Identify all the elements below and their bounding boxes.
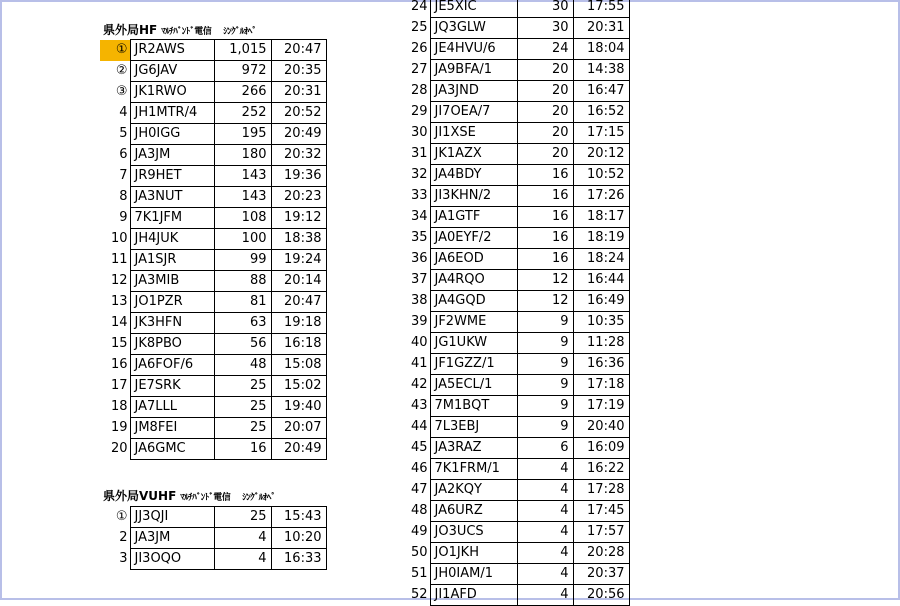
points-cell: 30	[517, 18, 573, 39]
points-cell: 30	[517, 0, 573, 18]
time-cell: 20:37	[573, 564, 629, 585]
rank-cell: ①	[100, 40, 130, 61]
table-row	[100, 166, 326, 187]
points-cell: 20	[517, 123, 573, 144]
rank-cell: 39	[410, 314, 428, 329]
time-cell: 16:44	[573, 270, 629, 291]
callsign-cell: JA3NUT	[130, 187, 214, 208]
time-cell: 16:49	[573, 291, 629, 312]
table-row	[400, 102, 629, 123]
rank-cell: 44	[410, 419, 428, 434]
callsign-cell: JA3MIB	[130, 271, 214, 292]
points-cell: 6	[517, 438, 573, 459]
table-row	[400, 207, 629, 228]
rank-cell: 3	[119, 551, 128, 566]
table-row	[400, 459, 629, 480]
callsign-cell: 7M1BQT	[430, 396, 517, 417]
table-row	[400, 60, 629, 81]
rank-cell: 10	[110, 231, 128, 246]
rank-cell: ③	[115, 84, 128, 99]
rank-cell: 43	[410, 398, 428, 413]
rank-cell: 28	[410, 83, 428, 98]
time-cell: 19:36	[271, 166, 326, 187]
time-cell: 17:28	[573, 480, 629, 501]
callsign-cell: JA5ECL/1	[430, 375, 517, 396]
rank-cell: 34	[410, 209, 428, 224]
rank-cell: 40	[410, 335, 428, 350]
time-cell: 19:24	[271, 250, 326, 271]
table-row	[400, 39, 629, 60]
callsign-cell: JA6EOD	[430, 249, 517, 270]
rank-cell: 25	[410, 20, 428, 35]
table-row	[400, 81, 629, 102]
rank-cell: ①	[115, 509, 128, 524]
table-row	[100, 355, 326, 376]
rank-cell: 9	[119, 210, 128, 225]
points-cell: 972	[214, 61, 271, 82]
table-row	[400, 312, 629, 333]
rank-cell: 7	[119, 168, 128, 183]
table-row	[400, 522, 629, 543]
callsign-cell: JA7LLL	[130, 397, 214, 418]
table-row	[100, 145, 326, 166]
rank-cell: 35	[410, 230, 428, 245]
time-cell: 19:18	[271, 313, 326, 334]
rank-cell: 16	[110, 357, 128, 372]
table-row	[400, 396, 629, 417]
points-cell: 25	[214, 397, 271, 418]
points-cell: 12	[517, 291, 573, 312]
callsign-cell: JG6JAV	[130, 61, 214, 82]
points-cell: 16	[517, 207, 573, 228]
rank-cell: 30	[410, 125, 428, 140]
callsign-cell: JE4HVU/6	[430, 39, 517, 60]
time-cell: 20:40	[573, 417, 629, 438]
points-cell: 4	[517, 501, 573, 522]
rank-cell: 17	[110, 378, 128, 393]
points-cell: 4	[214, 528, 271, 549]
time-cell: 18:19	[573, 228, 629, 249]
points-cell: 108	[214, 208, 271, 229]
callsign-cell: JE5XIC	[430, 0, 517, 18]
points-cell: 16	[517, 165, 573, 186]
points-cell: 20	[517, 60, 573, 81]
rank-cell: 8	[119, 189, 128, 204]
points-cell: 25	[214, 507, 271, 528]
table-row	[100, 82, 326, 103]
rank-cell: 49	[410, 524, 428, 539]
time-cell: 20:47	[271, 292, 326, 313]
table-row	[100, 397, 326, 418]
table-row	[400, 585, 629, 606]
time-cell: 16:18	[271, 334, 326, 355]
rank-cell: 38	[410, 293, 428, 308]
time-cell: 20:49	[271, 124, 326, 145]
time-cell: 20:28	[573, 543, 629, 564]
callsign-cell: 7K1JFM	[130, 208, 214, 229]
callsign-cell: JA6FOF/6	[130, 355, 214, 376]
rank-cell: 4	[119, 105, 128, 120]
table-row	[100, 208, 326, 229]
points-cell: 4	[517, 543, 573, 564]
callsign-cell: JA3RAZ	[430, 438, 517, 459]
time-cell: 18:04	[573, 39, 629, 60]
points-cell: 4	[214, 549, 271, 570]
points-cell: 100	[214, 229, 271, 250]
callsign-cell: JI7OEA/7	[430, 102, 517, 123]
callsign-cell: JA4GQD	[430, 291, 517, 312]
rank-cell: 42	[410, 377, 428, 392]
hf-type-text: ｼﾝｸﾞﾙｵﾍﾟ	[223, 27, 257, 37]
time-cell: 15:08	[271, 355, 326, 376]
hf-ranking-table-continued	[400, 0, 630, 606]
time-cell: 18:24	[573, 249, 629, 270]
callsign-cell: JA3JM	[130, 145, 214, 166]
points-cell: 9	[517, 333, 573, 354]
callsign-cell: JA4BDY	[430, 165, 517, 186]
time-cell: 15:02	[271, 376, 326, 397]
rank-cell: 31	[410, 146, 428, 161]
rank-cell: 48	[410, 503, 428, 518]
callsign-cell: JF1GZZ/1	[430, 354, 517, 375]
points-cell: 12	[517, 270, 573, 291]
table-row	[400, 123, 629, 144]
table-row	[400, 501, 629, 522]
rank-cell: 20	[110, 441, 128, 456]
rank-cell: 27	[410, 62, 428, 77]
table-row	[100, 271, 326, 292]
points-cell: 88	[214, 271, 271, 292]
callsign-cell: JG1UKW	[430, 333, 517, 354]
rank-cell: 14	[110, 315, 128, 330]
time-cell: 10:52	[573, 165, 629, 186]
rank-cell: ②	[115, 63, 128, 78]
time-cell: 14:38	[573, 60, 629, 81]
table-row	[100, 187, 326, 208]
points-cell: 9	[517, 312, 573, 333]
points-cell: 9	[517, 417, 573, 438]
callsign-cell: JQ3GLW	[430, 18, 517, 39]
time-cell: 20:31	[271, 82, 326, 103]
callsign-cell: JA6GMC	[130, 439, 214, 460]
time-cell: 20:47	[271, 40, 326, 61]
table-row	[400, 354, 629, 375]
time-cell: 16:47	[573, 81, 629, 102]
vuhf-ranking-table	[100, 506, 327, 570]
points-cell: 4	[517, 585, 573, 606]
points-cell: 20	[517, 102, 573, 123]
points-cell: 16	[517, 249, 573, 270]
time-cell: 18:17	[573, 207, 629, 228]
time-cell: 19:12	[271, 208, 326, 229]
rank-cell: 29	[410, 104, 428, 119]
vuhf-section-title	[103, 487, 275, 504]
time-cell: 20:52	[271, 103, 326, 124]
callsign-cell: JE7SRK	[130, 376, 214, 397]
time-cell: 20:23	[271, 187, 326, 208]
callsign-cell: JK1RWO	[130, 82, 214, 103]
callsign-cell: JR9HET	[130, 166, 214, 187]
points-cell: 81	[214, 292, 271, 313]
time-cell: 17:18	[573, 375, 629, 396]
vuhf-mode-text: ﾏﾙﾁﾊﾞﾝﾄﾞ電信	[180, 493, 231, 503]
table-row	[400, 291, 629, 312]
callsign-cell: JJ3QJI	[130, 507, 214, 528]
points-cell: 20	[517, 81, 573, 102]
time-cell: 16:33	[271, 549, 326, 570]
table-row	[400, 186, 629, 207]
time-cell: 20:07	[271, 418, 326, 439]
rank-cell: 47	[410, 482, 428, 497]
callsign-cell: JM8FEI	[130, 418, 214, 439]
time-cell: 15:43	[271, 507, 326, 528]
time-cell: 20:35	[271, 61, 326, 82]
callsign-cell: JI3OQO	[130, 549, 214, 570]
table-row	[400, 564, 629, 585]
rank-cell: 18	[110, 399, 128, 414]
table-row	[100, 229, 326, 250]
table-row	[400, 333, 629, 354]
callsign-cell: JO3UCS	[430, 522, 517, 543]
table-row	[400, 480, 629, 501]
rank-cell: 15	[110, 336, 128, 351]
rank-cell: 12	[110, 273, 128, 288]
time-cell: 20:49	[271, 439, 326, 460]
time-cell: 17:15	[573, 123, 629, 144]
points-cell: 63	[214, 313, 271, 334]
callsign-cell: JK8PBO	[130, 334, 214, 355]
callsign-cell: 7L3EBJ	[430, 417, 517, 438]
table-row	[100, 40, 326, 61]
table-row	[400, 249, 629, 270]
time-cell: 17:45	[573, 501, 629, 522]
points-cell: 4	[517, 480, 573, 501]
time-cell: 19:40	[271, 397, 326, 418]
callsign-cell: JA3JM	[130, 528, 214, 549]
time-cell: 20:12	[573, 144, 629, 165]
hf-title-text: 県外局HF	[103, 23, 158, 37]
time-cell: 11:28	[573, 333, 629, 354]
rank-cell: 11	[110, 252, 128, 267]
time-cell: 17:19	[573, 396, 629, 417]
time-cell: 18:38	[271, 229, 326, 250]
callsign-cell: JH0IGG	[130, 124, 214, 145]
rank-cell: 2	[119, 530, 128, 545]
table-row	[400, 417, 629, 438]
points-cell: 56	[214, 334, 271, 355]
points-cell: 143	[214, 187, 271, 208]
time-cell: 16:36	[573, 354, 629, 375]
rank-cell: 26	[410, 41, 428, 56]
rank-cell: 37	[410, 272, 428, 287]
table-row	[100, 124, 326, 145]
table-row	[400, 165, 629, 186]
points-cell: 99	[214, 250, 271, 271]
table-row	[400, 270, 629, 291]
callsign-cell: JA2KQY	[430, 480, 517, 501]
points-cell: 252	[214, 103, 271, 124]
table-row	[100, 292, 326, 313]
points-cell: 25	[214, 418, 271, 439]
callsign-cell: JA1SJR	[130, 250, 214, 271]
time-cell: 20:31	[573, 18, 629, 39]
time-cell: 16:09	[573, 438, 629, 459]
points-cell: 25	[214, 376, 271, 397]
points-cell: 9	[517, 354, 573, 375]
time-cell: 17:55	[573, 0, 629, 18]
table-row	[100, 376, 326, 397]
rank-cell: 36	[410, 251, 428, 266]
callsign-cell: JH1MTR/4	[130, 103, 214, 124]
time-cell: 16:22	[573, 459, 629, 480]
time-cell: 17:57	[573, 522, 629, 543]
rank-cell: 19	[110, 420, 128, 435]
points-cell: 16	[214, 439, 271, 460]
callsign-cell: JA3JND	[430, 81, 517, 102]
time-cell: 20:14	[271, 271, 326, 292]
vuhf-title-text: 県外局VUHF	[103, 489, 177, 503]
table-row	[100, 439, 326, 460]
points-cell: 143	[214, 166, 271, 187]
points-cell: 16	[517, 228, 573, 249]
table-row	[400, 0, 629, 18]
callsign-cell: JA0EYF/2	[430, 228, 517, 249]
rank-cell: 45	[410, 440, 428, 455]
callsign-cell: JF2WME	[430, 312, 517, 333]
table-row	[400, 144, 629, 165]
table-row	[100, 334, 326, 355]
callsign-cell: JO1PZR	[130, 292, 214, 313]
table-row	[100, 507, 326, 528]
callsign-cell: JR2AWS	[130, 40, 214, 61]
table-row	[100, 549, 326, 570]
table-row	[400, 375, 629, 396]
points-cell: 48	[214, 355, 271, 376]
points-cell: 266	[214, 82, 271, 103]
rank-cell: 46	[410, 461, 428, 476]
table-row	[100, 418, 326, 439]
table-row	[400, 18, 629, 39]
table-row	[400, 438, 629, 459]
table-row	[100, 528, 326, 549]
callsign-cell: JI1AFD	[430, 585, 517, 606]
points-cell: 4	[517, 564, 573, 585]
points-cell: 4	[517, 459, 573, 480]
rank-cell: 6	[119, 147, 128, 162]
callsign-cell: JH0IAM/1	[430, 564, 517, 585]
callsign-cell: JI1XSE	[430, 123, 517, 144]
callsign-cell: JA9BFA/1	[430, 60, 517, 81]
time-cell: 10:20	[271, 528, 326, 549]
rank-cell: 32	[410, 167, 428, 182]
table-row	[400, 228, 629, 249]
time-cell: 20:56	[573, 585, 629, 606]
callsign-cell: 7K1FRM/1	[430, 459, 517, 480]
rank-cell: 24	[410, 0, 428, 14]
time-cell: 16:52	[573, 102, 629, 123]
table-row	[400, 543, 629, 564]
hf-section-title	[103, 21, 256, 38]
rank-cell: 51	[410, 566, 428, 581]
rank-cell: 5	[119, 126, 128, 141]
callsign-cell: JK3HFN	[130, 313, 214, 334]
points-cell: 4	[517, 522, 573, 543]
callsign-cell: JA6URZ	[430, 501, 517, 522]
rank-cell: 13	[110, 294, 128, 309]
hf-ranking-table	[100, 39, 327, 460]
callsign-cell: JH4JUK	[130, 229, 214, 250]
callsign-cell: JI3KHN/2	[430, 186, 517, 207]
points-cell: 20	[517, 144, 573, 165]
table-row	[100, 250, 326, 271]
time-cell: 10:35	[573, 312, 629, 333]
points-cell: 16	[517, 186, 573, 207]
rank-cell: 33	[410, 188, 428, 203]
points-cell: 9	[517, 396, 573, 417]
callsign-cell: JA1GTF	[430, 207, 517, 228]
callsign-cell: JK1AZX	[430, 144, 517, 165]
hf-mode-text: ﾏﾙﾁﾊﾞﾝﾄﾞ電信	[161, 27, 212, 37]
points-cell: 9	[517, 375, 573, 396]
rank-cell: 52	[410, 587, 428, 602]
points-cell: 24	[517, 39, 573, 60]
time-cell: 20:32	[271, 145, 326, 166]
rank-cell: 50	[410, 545, 428, 560]
table-row	[100, 61, 326, 82]
table-row	[100, 103, 326, 124]
vuhf-type-text: ｼﾝｸﾞﾙｵﾍﾟ	[242, 493, 276, 503]
callsign-cell: JA4RQO	[430, 270, 517, 291]
table-row	[100, 313, 326, 334]
rank-cell: 41	[410, 356, 428, 371]
points-cell: 195	[214, 124, 271, 145]
points-cell: 180	[214, 145, 271, 166]
time-cell: 17:26	[573, 186, 629, 207]
callsign-cell: JO1JKH	[430, 543, 517, 564]
points-cell: 1,015	[214, 40, 271, 61]
